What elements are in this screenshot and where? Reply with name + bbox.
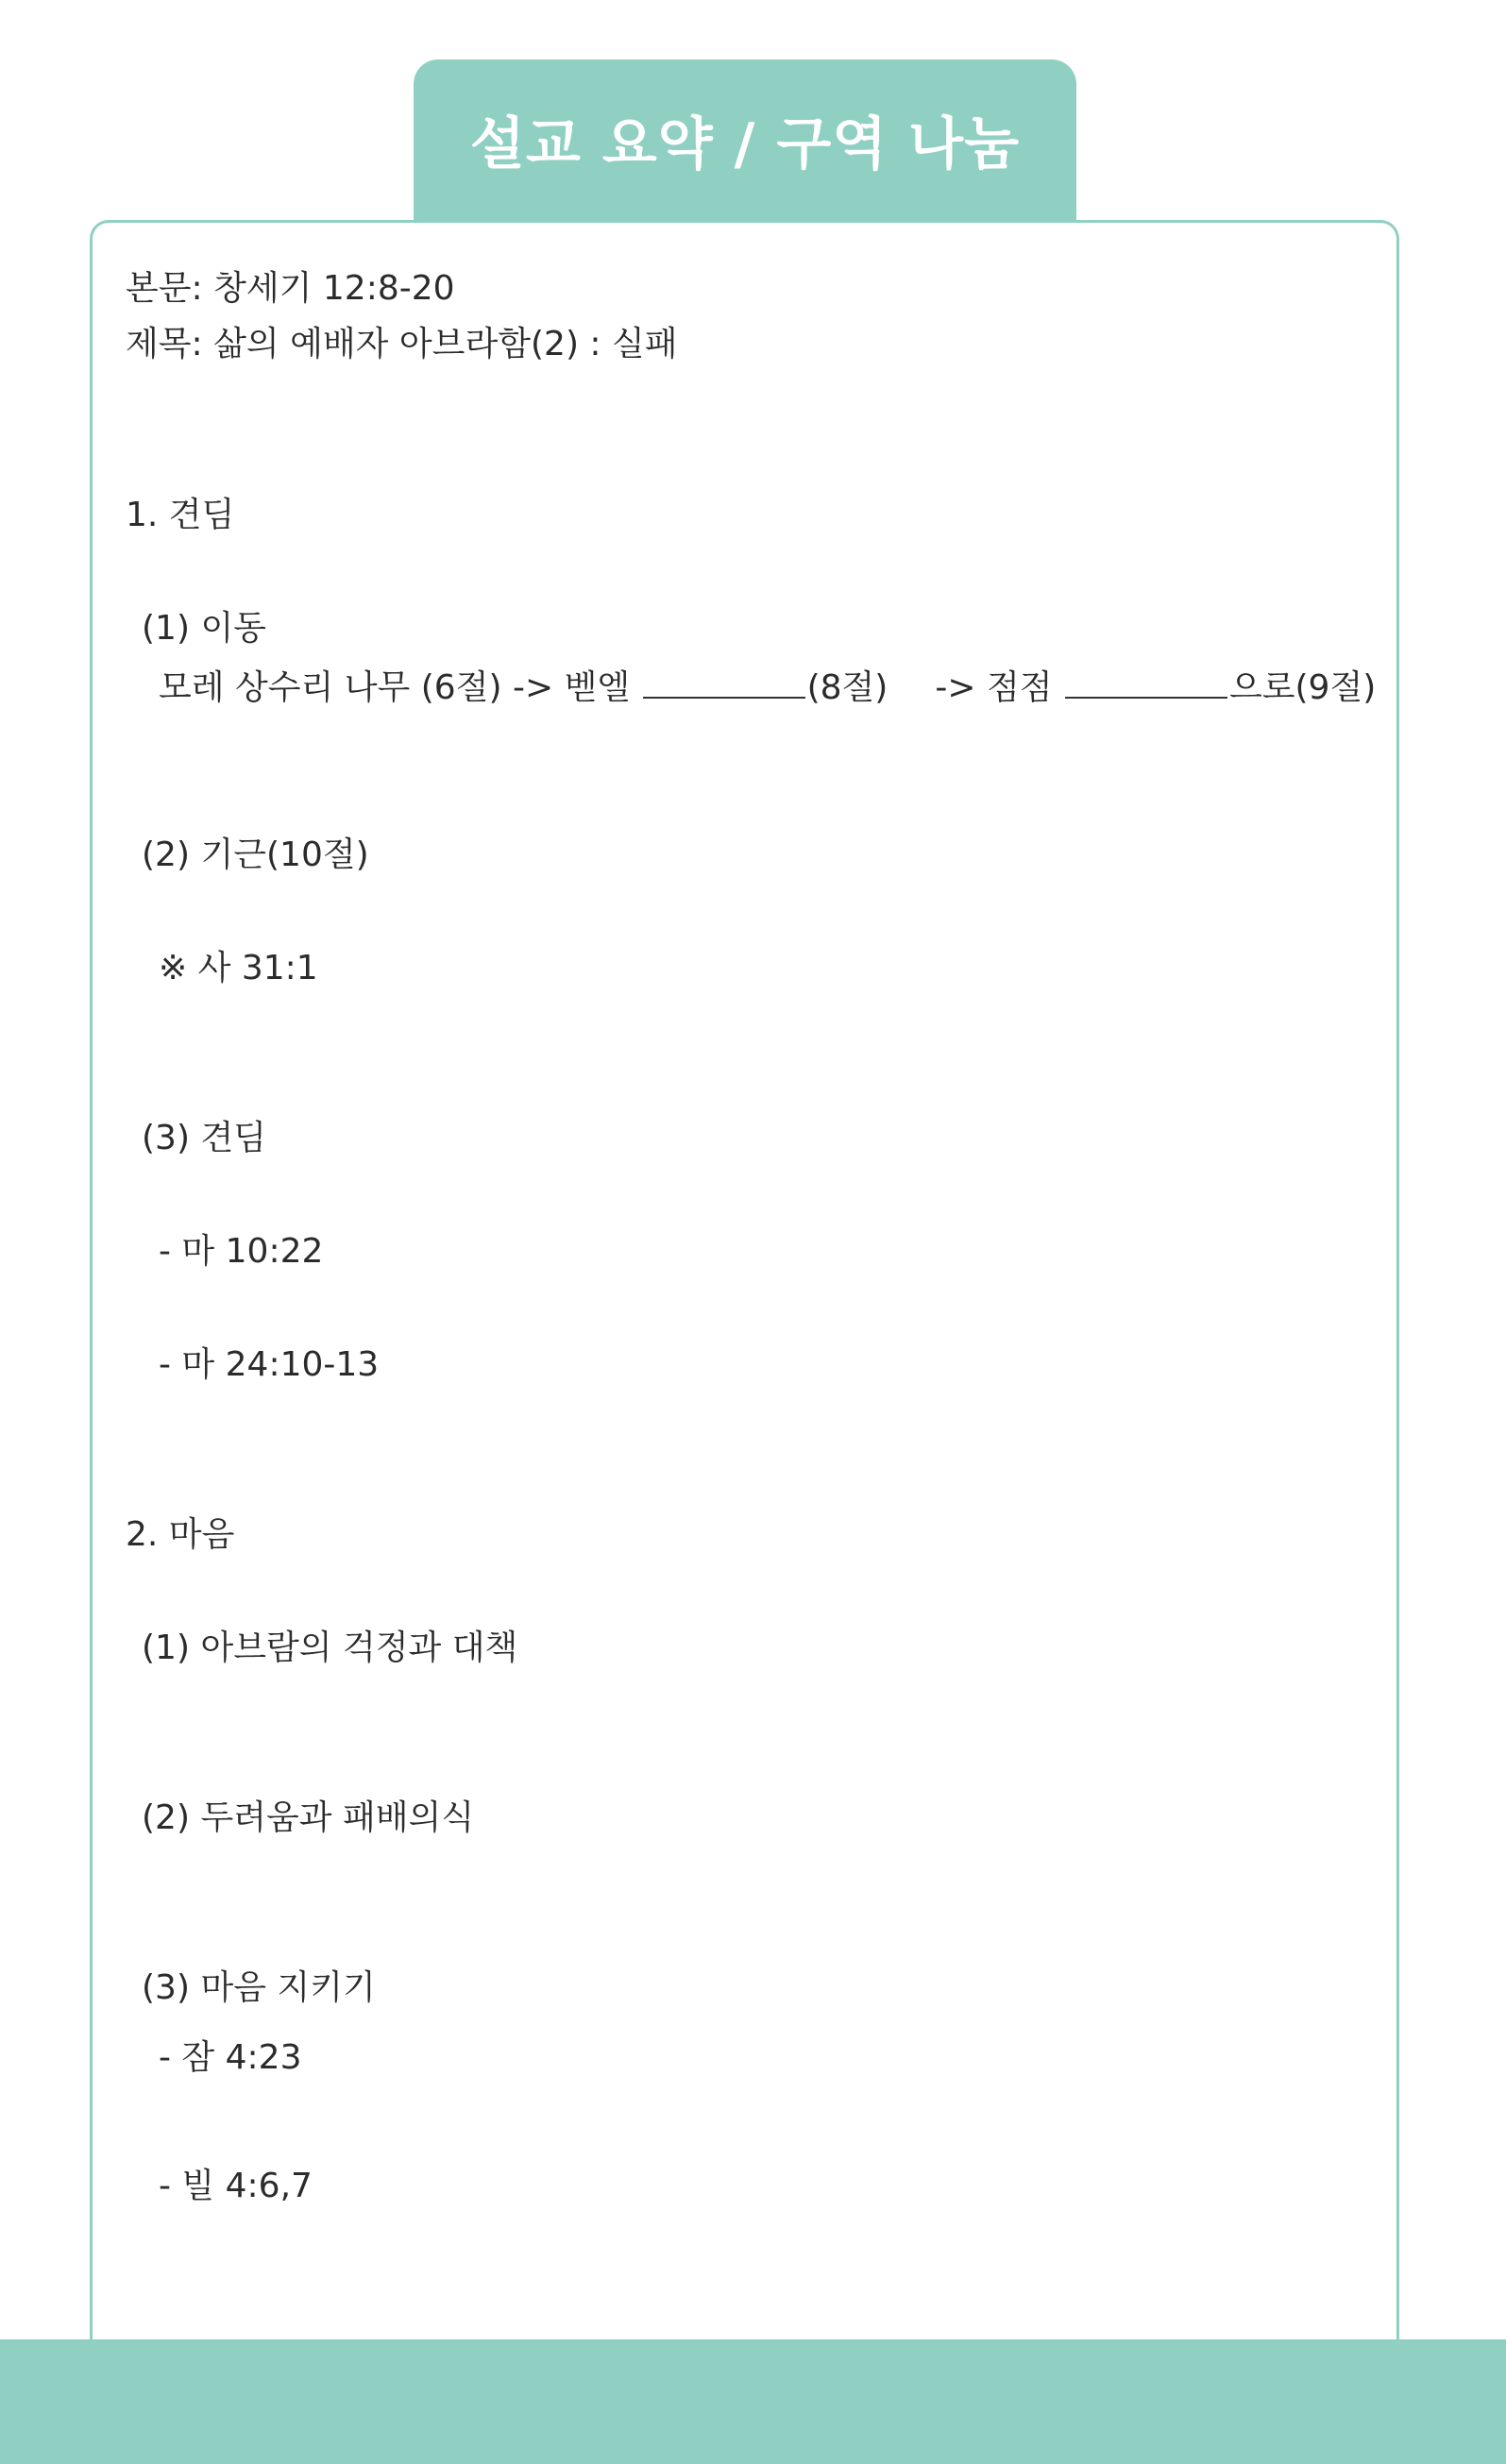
- scripture-text: 본문: 창세기 12:8-20: [126, 269, 455, 308]
- reference-item: - 잠 4:23: [159, 2038, 302, 2077]
- subsection-1-1-heading: (1) 이동: [142, 609, 266, 648]
- reference-note: ※ 사 31:1: [159, 949, 318, 987]
- subsection-1-2-heading: (2) 기근(10절): [142, 835, 369, 874]
- reference-item: - 마 10:22: [159, 1232, 324, 1271]
- fill-in-blank-2[interactable]: [1065, 665, 1227, 699]
- subsection-2-1-heading: (1) 아브람의 걱정과 대책: [142, 1629, 518, 1667]
- header-tab: [414, 59, 1076, 220]
- sermon-title: 제목: 삶의 예배자 아브라함(2) : 실패: [126, 325, 678, 363]
- content-card: [90, 220, 1399, 2344]
- fill-in-blank-1[interactable]: [643, 665, 805, 699]
- reference-item: - 빌 4:6,7: [159, 2167, 313, 2205]
- section-2-heading: 2. 마음: [126, 1515, 235, 1554]
- movement-line: [159, 665, 1376, 709]
- footer-band: [0, 2339, 1506, 2464]
- section-1-heading: 1. 견딤: [126, 496, 235, 534]
- subsection-2-3-heading: (3) 마음 지키기: [142, 1968, 376, 2007]
- subsection-2-2-heading: (2) 두려움과 패배의식: [142, 1798, 475, 1837]
- movement-text-c: -> 점점: [935, 668, 1063, 707]
- subsection-1-3-heading: (3) 견딤: [142, 1119, 266, 1157]
- movement-text-a: 모레 상수리 나무 (6절) -> 벧엘: [159, 668, 641, 707]
- reference-item: - 마 24:10-13: [159, 1345, 380, 1384]
- page-title: 설교 요약 / 구역 나눔: [469, 111, 1021, 177]
- movement-text-b: (8절): [806, 668, 888, 707]
- movement-text-d: 으로(9절): [1228, 668, 1377, 707]
